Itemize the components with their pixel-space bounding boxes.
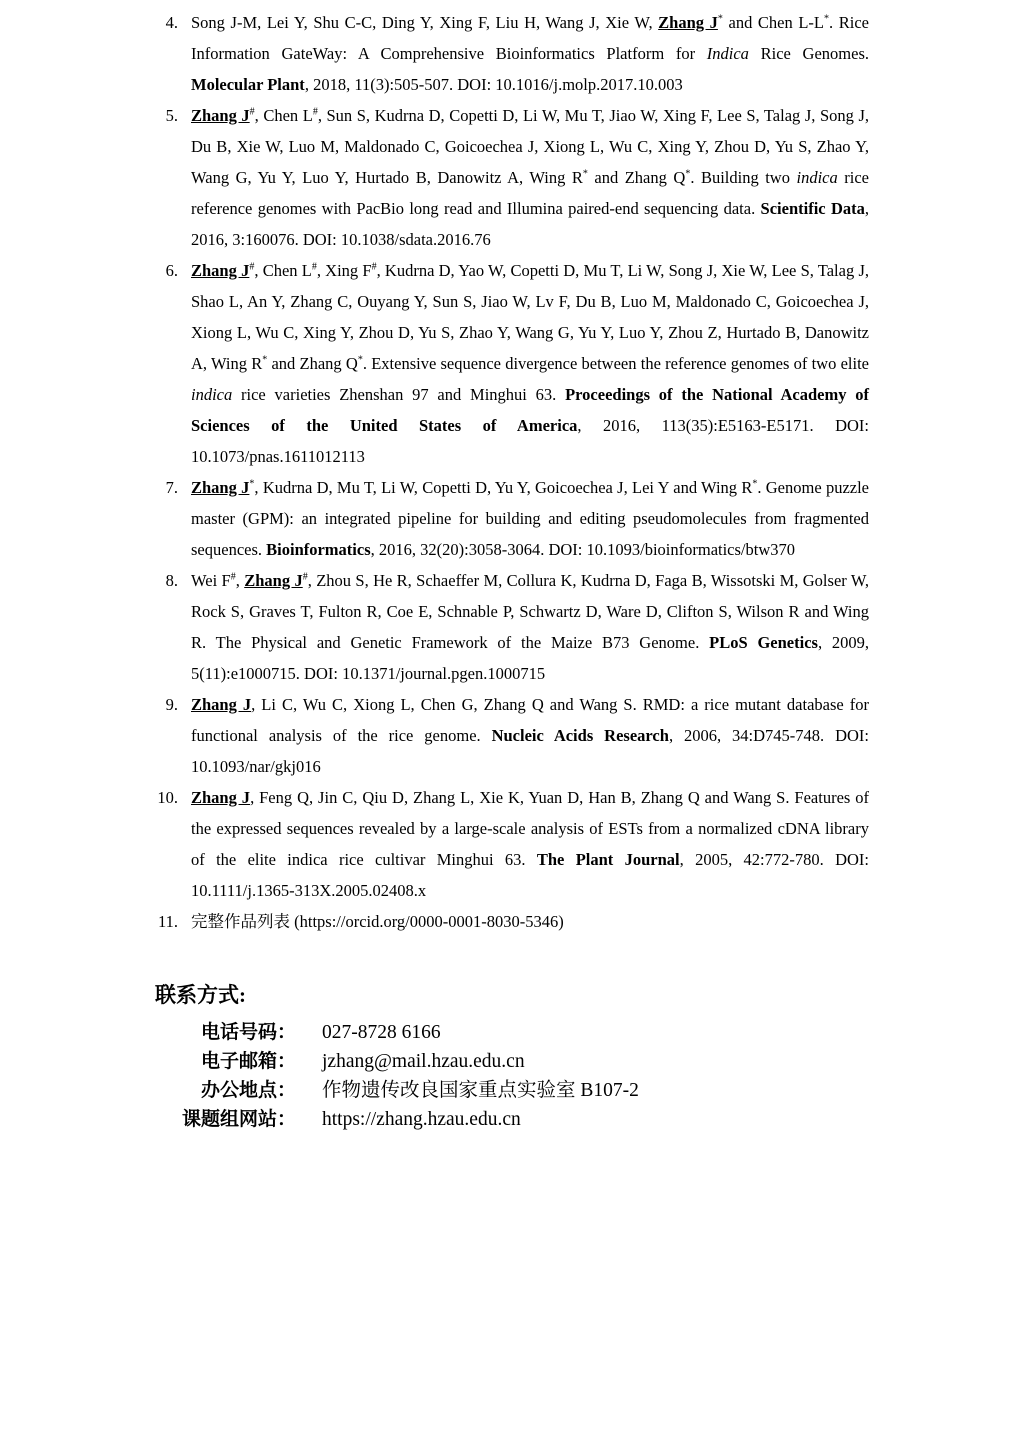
author-superscript: *	[357, 354, 363, 366]
reference-segment: indica	[796, 168, 838, 187]
author-superscript: *	[262, 354, 268, 366]
contact-label: 电话号码：	[200, 1022, 296, 1043]
reference-segment: , 2018, 11(3):505-507. DOI: 10.1016/j.molp.2017.10.003	[304, 75, 683, 94]
author-superscript: *	[752, 478, 758, 490]
contact-rows	[155, 1018, 1024, 1134]
contact-row	[155, 1076, 1024, 1105]
reference-segment: rice varieties Zhenshan 97 and Minghui 63.	[232, 385, 566, 404]
author-superscript: *	[249, 478, 255, 490]
reference-segment: ,	[235, 571, 245, 590]
reference-segment: , Zhou S, He R, Schaeffer M, Collura K, Kudrna D, Faga B, Wissotski M, Golser W, Rock S, Graves T, Fulton R, Coe E, Schnable P, Schwartz D, Ware D, Clifton S, Wilson R and Wing R. The Physical and Genetic Framework of the Maize B73 Genome.	[191, 571, 870, 652]
author-superscript: *	[582, 168, 588, 180]
contact-section	[155, 981, 1024, 1134]
reference-segment: Proceedings of the National Academy of Sciences of the United States of America	[191, 385, 869, 435]
reference-segment: , Chen L	[254, 106, 313, 125]
contact-row	[155, 1047, 1024, 1076]
reference-segment: , 2009, 5(11):e1000715. DOI: 10.1371/journal.pgen.1000715	[191, 633, 870, 683]
reference-number: 5.	[165, 106, 178, 125]
reference-segment: , Kudrna D, Yao W, Copetti D, Mu T, Li W, Song J, Xie W, Lee S, Talag J, Shao L, An Y, Zhang C, Ouyang Y, Sun S, Jiao W, Lv F, Du B, Luo M, Maldonado C, Goicoechea J, Xiong L, Wu C, Xing Y, Zhou D, Yu S, Zhao Y, Wang G, Yu Y, Luo Y, Zhou Z, Hurtado B, Danowitz A, Wing R	[191, 261, 869, 373]
contact-label: 电子邮箱：	[200, 1051, 296, 1072]
reference-segment: , 2016, 3:160076. DOI: 10.1038/sdata.2016.76	[191, 199, 869, 249]
reference-segment: , Li C, Wu C, Xiong L, Chen G, Zhang Q and Wang S. RMD: a rice mutant database for functional analysis of the rice genome.	[191, 695, 869, 745]
reference-item	[145, 255, 870, 472]
reference-segment: . Genome puzzle master (GPM): an integrated pipeline for building and editing pseudomolecules from fragmented sequences.	[191, 478, 870, 559]
reference-text	[191, 255, 869, 472]
reference-text	[191, 689, 869, 782]
reference-text	[191, 782, 869, 906]
reference-text	[191, 565, 869, 689]
contact-value: https://zhang.hzau.edu.cn	[322, 1109, 521, 1130]
contact-row	[155, 1105, 1024, 1134]
reference-segment: Nucleic Acids Research	[491, 726, 669, 745]
reference-item	[145, 472, 870, 565]
author-superscript: #	[302, 571, 308, 583]
reference-segment: Molecular Plant	[191, 75, 305, 94]
reference-number: 6.	[165, 261, 178, 280]
reference-segment: Zhang J	[191, 478, 250, 497]
author-superscript: #	[249, 261, 255, 273]
contact-row	[155, 1018, 1024, 1047]
reference-segment: . Building two	[690, 168, 797, 187]
reference-segment: , Feng Q, Jin C, Qiu D, Zhang L, Xie K, Yuan D, Han B, Zhang Q and Wang S. Features of the expressed sequences revealed by a large-scale analysis of ESTs from a normalized cDNA library of the elite indica rice cultivar Minghui 63.	[191, 788, 870, 869]
reference-number: 7.	[165, 478, 178, 497]
author-superscript: #	[311, 261, 317, 273]
reference-segment: , Sun S, Kudrna D, Copetti D, Li W, Mu T, Jiao W, Xing F, Lee S, Talag J, Song J, Du B, Xie W, Luo M, Maldonado C, Goicoechea J, Xiong L, Wu C, Xing Y, Zhou D, Yu S, Zhao Y, Wang G, Yu Y, Luo Y, Hurtado B, Danowitz A, Wing R	[191, 106, 869, 187]
reference-text	[191, 906, 869, 937]
author-superscript: #	[371, 261, 377, 273]
reference-segment: 完整作品列表 (https://orcid.org/0000-0001-8030-5346)	[191, 912, 564, 931]
reference-segment: Zhang J	[191, 788, 251, 807]
contact-label: 办公地点：	[200, 1080, 296, 1101]
reference-number: 4.	[165, 13, 178, 32]
reference-segment: , 2006, 34:D745-748. DOI: 10.1093/nar/gkj016	[191, 726, 869, 776]
reference-segment: Scientific Data	[760, 199, 865, 218]
contact-label: 课题组网站：	[181, 1109, 296, 1130]
reference-segment: The Plant Journal	[536, 850, 680, 869]
reference-item	[145, 906, 870, 937]
reference-segment: , Chen L	[254, 261, 312, 280]
contact-value: 作物遗传改良国家重点实验室 B107-2	[322, 1080, 639, 1101]
reference-segment: PLoS Genetics	[709, 633, 818, 652]
reference-segment: , 2005, 42:772-780. DOI: 10.1111/j.1365-313X.2005.02408.x	[191, 850, 869, 900]
reference-text	[191, 7, 869, 100]
reference-number: 10.	[157, 788, 178, 807]
contact-value: 027-8728 6166	[322, 1022, 441, 1043]
publication-list	[145, 7, 870, 937]
reference-text	[191, 472, 869, 565]
reference-segment: Zhang J	[658, 13, 718, 32]
reference-segment: , 2016, 32(20):3058-3064. DOI: 10.1093/bioinformatics/btw370	[370, 540, 796, 559]
reference-item	[145, 565, 870, 689]
reference-number: 11.	[157, 912, 178, 931]
author-superscript: #	[249, 106, 255, 118]
reference-segment: Wei F	[191, 571, 231, 590]
reference-number: 8.	[165, 571, 178, 590]
reference-item	[145, 100, 870, 255]
reference-segment: rice reference genomes with PacBio long read and Illumina paired-end sequencing data.	[191, 168, 869, 218]
author-superscript: *	[717, 13, 723, 25]
reference-segment: Zhang J	[191, 261, 250, 280]
reference-segment: , Xing F	[316, 261, 372, 280]
reference-number: 9.	[165, 695, 178, 714]
reference-segment: indica	[191, 385, 233, 404]
author-superscript: #	[230, 571, 236, 583]
reference-segment: Zhang J	[191, 106, 250, 125]
reference-segment: Indica	[706, 44, 749, 63]
reference-segment: , Kudrna D, Mu T, Li W, Copetti D, Yu Y, Goicoechea J, Lei Y and Wing R	[254, 478, 753, 497]
reference-item	[145, 782, 870, 906]
author-superscript: *	[824, 13, 830, 25]
reference-item	[145, 689, 870, 782]
reference-segment: Song J-M, Lei Y, Shu C-C, Ding Y, Xing F, Liu H, Wang J, Xie W,	[191, 13, 659, 32]
reference-segment: Zhang J	[244, 571, 303, 590]
reference-segment: and Zhang Q	[587, 168, 686, 187]
author-superscript: *	[685, 168, 691, 180]
reference-segment: , 2016, 113(35):E5163-E5171. DOI: 10.1073/pnas.1611012113	[191, 416, 869, 466]
reference-segment: . Extensive sequence divergence between the reference genomes of two elite	[362, 354, 869, 373]
reference-segment: Bioinformatics	[266, 540, 371, 559]
reference-item	[145, 7, 870, 100]
reference-segment: Rice Genomes.	[748, 44, 869, 63]
reference-segment: . Rice Information GateWay: A Comprehensive Bioinformatics Platform for	[191, 13, 869, 63]
author-superscript: #	[312, 106, 318, 118]
contact-value: jzhang@mail.hzau.edu.cn	[322, 1051, 525, 1072]
contact-heading: 联系方式:	[155, 983, 246, 1007]
reference-text	[191, 100, 869, 255]
reference-segment: Zhang J	[191, 695, 252, 714]
reference-segment: and Chen L-L	[722, 13, 825, 32]
reference-segment: and Zhang Q	[267, 354, 358, 373]
